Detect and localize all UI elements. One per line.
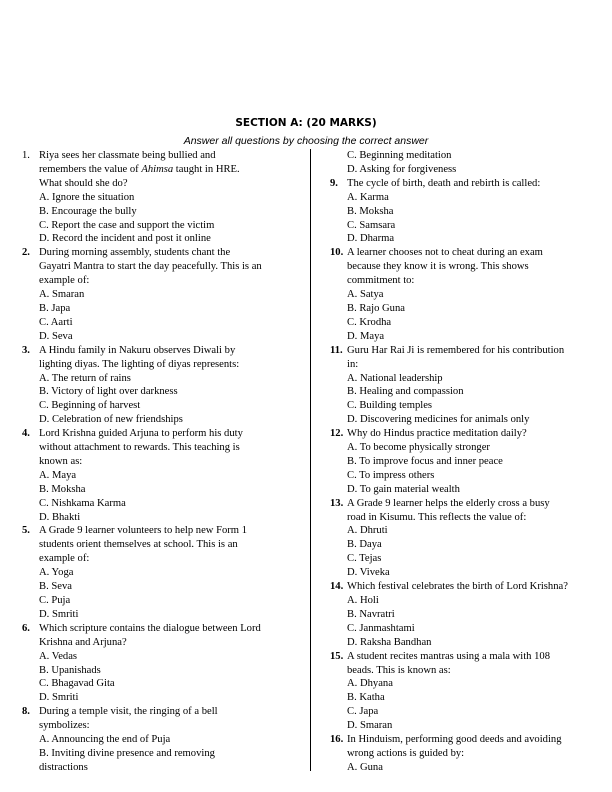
question-number: 6. — [22, 622, 30, 634]
question-number: 10. — [330, 247, 344, 259]
question-text-line: example of: — [39, 553, 90, 565]
question-body — [347, 246, 610, 343]
question-1 — [22, 149, 304, 246]
answer-option: A. Dhruti — [347, 525, 388, 537]
question-text-line: During morning assembly, students chant the — [39, 247, 231, 259]
question-5 — [22, 524, 304, 621]
question-3 — [22, 344, 304, 427]
answer-option: B. Moksha — [347, 205, 394, 217]
answer-option: A. Yoga — [39, 567, 74, 579]
answer-option: C. Building temples — [347, 400, 433, 412]
answer-option: C. Janmashtami — [347, 622, 415, 634]
section-instruction: Answer all questions by choosing the correct answer — [183, 135, 429, 147]
answer-option: C. Puja — [39, 595, 71, 606]
question-text-line: example of: — [39, 275, 90, 287]
answer-option: C. Nishkama Karma — [39, 497, 126, 509]
answer-option: A. Dhyana — [347, 678, 393, 690]
answer-option: C. Bhagavad Gita — [39, 678, 115, 690]
question-body — [347, 344, 610, 427]
answer-option: B. Japa — [39, 302, 71, 314]
question-body — [39, 705, 304, 775]
question-6 — [22, 622, 304, 705]
section-title: SECTION A: (20 MARKS) — [235, 117, 377, 129]
answer-option: A. Karma — [347, 191, 389, 203]
question-number: 9. — [330, 177, 338, 189]
answer-option: A. Vedas — [39, 650, 78, 662]
answer-option: B. Moksha — [39, 483, 86, 495]
answer-option: A. Holi — [347, 595, 379, 606]
answer-option: B. Daya — [347, 539, 382, 551]
question-number: 3. — [22, 344, 30, 356]
left-column — [22, 149, 304, 775]
answer-option: C. Japa — [347, 706, 379, 718]
answer-option: A. National leadership — [347, 372, 443, 384]
question-text-line: Guru Har Rai Ji is remembered for his contribution — [347, 344, 565, 356]
answer-option: D. Record the incident and post it online — [39, 233, 211, 245]
answer-option: B. Healing and compassion — [347, 386, 464, 398]
question-text-line: beads. This is known as: — [347, 664, 451, 676]
question-number: 1. — [22, 150, 30, 161]
question-body — [39, 622, 304, 705]
question-text-line: A learner chooses not to cheat during an exam — [347, 247, 543, 259]
question-body — [39, 246, 304, 343]
answer-option: C. Beginning meditation — [347, 150, 452, 161]
question-body — [39, 344, 304, 427]
question-body — [39, 524, 304, 621]
answer-option: A. To become physically stronger — [347, 442, 490, 454]
question-body — [347, 497, 610, 580]
question-text-line: What should she do? — [39, 177, 128, 189]
answer-option: A. The return of rains — [39, 372, 131, 384]
answer-option: D. Asking for forgiveness — [347, 163, 457, 175]
answer-option: A. Smaran — [39, 289, 85, 301]
answer-option: A. Announcing the end of Puja — [39, 734, 171, 746]
answer-option: B. To improve focus and inner peace — [347, 455, 503, 467]
question-12 — [330, 427, 610, 497]
answer-option: C. Krodha — [347, 316, 392, 328]
question-text-line: known as: — [39, 455, 83, 467]
question-body — [347, 177, 610, 247]
question-text-line: A student recites mantras using a mala with 108 — [347, 650, 551, 662]
question-number: 2. — [22, 247, 30, 259]
question-13 — [330, 497, 610, 580]
answer-option: C. Report the case and support the victim — [39, 219, 215, 231]
question-15 — [330, 650, 610, 733]
question-text-line: Why do Hindus practice meditation daily? — [347, 428, 527, 440]
question-body — [347, 427, 610, 497]
question-body — [347, 650, 610, 733]
question-text-line: A Hindu family in Nakuru observes Diwali by — [39, 344, 236, 356]
answer-option: D. Smriti — [39, 692, 79, 704]
question-text-line: During a temple visit, the ringing of a bell — [39, 706, 218, 718]
answer-option: D. Celebration of new friendships — [39, 414, 183, 426]
answer-option: B. Seva — [39, 581, 72, 593]
answer-option: B. Encourage the bully — [39, 205, 137, 217]
answer-option: A. Maya — [39, 469, 77, 481]
question-text-line: in: — [347, 358, 359, 370]
question-text-line: Which festival celebrates the birth of Lord Krishna? — [347, 581, 568, 593]
question-number: 8. — [22, 706, 30, 718]
answer-option: B. Upanishads — [39, 664, 101, 676]
question-number: 4. — [22, 428, 30, 440]
question-text-line: Riya sees her classmate being bullied and — [39, 150, 216, 161]
question-body — [39, 149, 304, 246]
question-body — [347, 580, 610, 650]
continued-options — [330, 149, 610, 177]
question-10 — [330, 246, 610, 343]
answer-option: C. Tejas — [347, 553, 382, 565]
answer-option: B. Inviting divine presence and removing — [39, 747, 215, 759]
question-text-line: without attachment to rewards. This teaching is — [39, 442, 240, 454]
question-number: 15. — [330, 650, 344, 662]
answer-option: C. Aarti — [39, 316, 73, 328]
answer-option: D. Maya — [347, 330, 385, 342]
answer-option: C. Beginning of harvest — [39, 400, 141, 412]
question-2 — [22, 246, 304, 343]
answer-option: D. Bhakti — [39, 511, 81, 523]
answer-option: B. Victory of light over darkness — [39, 386, 178, 398]
question-9 — [330, 177, 610, 247]
question-text-line: lighting diyas. The lighting of diyas represents: — [39, 358, 240, 370]
question-text-line: Lord Krishna guided Arjuna to perform his duty — [39, 428, 243, 440]
answer-option: D. Discovering medicines for animals only — [347, 414, 530, 426]
question-text-line: Gayatri Mantra to start the day peacefully. This is an — [39, 261, 262, 273]
question-number: 11. — [330, 344, 343, 356]
answer-option: D. Smriti — [39, 608, 79, 620]
question-11 — [330, 344, 610, 427]
answer-option: D. Smaran — [347, 720, 393, 732]
answer-option: A. Ignore the situation — [39, 191, 135, 203]
answer-option: distractions — [39, 761, 88, 773]
answer-option: D. To gain material wealth — [347, 483, 460, 495]
question-number: 16. — [330, 734, 344, 746]
question-body — [347, 733, 610, 775]
question-text-line: remembers the value of Ahimsa taught in HRE. — [39, 163, 240, 175]
question-text-line: commitment to: — [347, 275, 415, 287]
answer-option: C. To impress others — [347, 469, 435, 481]
question-number: 14. — [330, 581, 344, 593]
question-14 — [330, 580, 610, 650]
question-number: 13. — [330, 497, 344, 509]
answer-option: A. Guna — [347, 761, 383, 773]
question-16 — [330, 733, 610, 775]
question-number: 5. — [22, 525, 30, 537]
right-column — [330, 149, 610, 775]
question-text-line: students orient themselves at school. This is an — [39, 539, 238, 551]
answer-option: D. Seva — [39, 330, 73, 342]
question-text-line: A Grade 9 learner volunteers to help new Form 1 — [39, 525, 247, 537]
answer-option: A. Satya — [347, 289, 384, 301]
question-text-line: wrong actions is guided by: — [347, 747, 465, 759]
answer-option: B. Rajo Guna — [347, 302, 405, 314]
answer-option: D. Raksha Bandhan — [347, 636, 432, 648]
question-text-line: In Hinduism, performing good deeds and avoiding — [347, 734, 562, 746]
question-number: 12. — [330, 428, 344, 440]
answer-option: D. Dharma — [347, 233, 395, 245]
answer-option: B. Katha — [347, 692, 385, 704]
question-text-line: because they know it is wrong. This shows — [347, 261, 529, 273]
question-4 — [22, 427, 304, 524]
question-8 — [22, 705, 304, 775]
question-text-line: The cycle of birth, death and rebirth is called: — [347, 177, 541, 189]
question-body — [39, 427, 304, 524]
answer-option: D. Viveka — [347, 567, 390, 579]
question-text-line: A Grade 9 learner helps the elderly cross a busy — [347, 497, 550, 509]
question-text-line: symbolizes: — [39, 720, 90, 732]
column-divider — [310, 149, 311, 771]
question-text-line: Which scripture contains the dialogue between Lord — [39, 622, 261, 634]
answer-option: C. Samsara — [347, 219, 396, 231]
answer-option: B. Navratri — [347, 608, 395, 620]
question-text-line: Krishna and Arjuna? — [39, 636, 127, 648]
question-text-line: road in Kisumu. This reflects the value of: — [347, 511, 527, 523]
